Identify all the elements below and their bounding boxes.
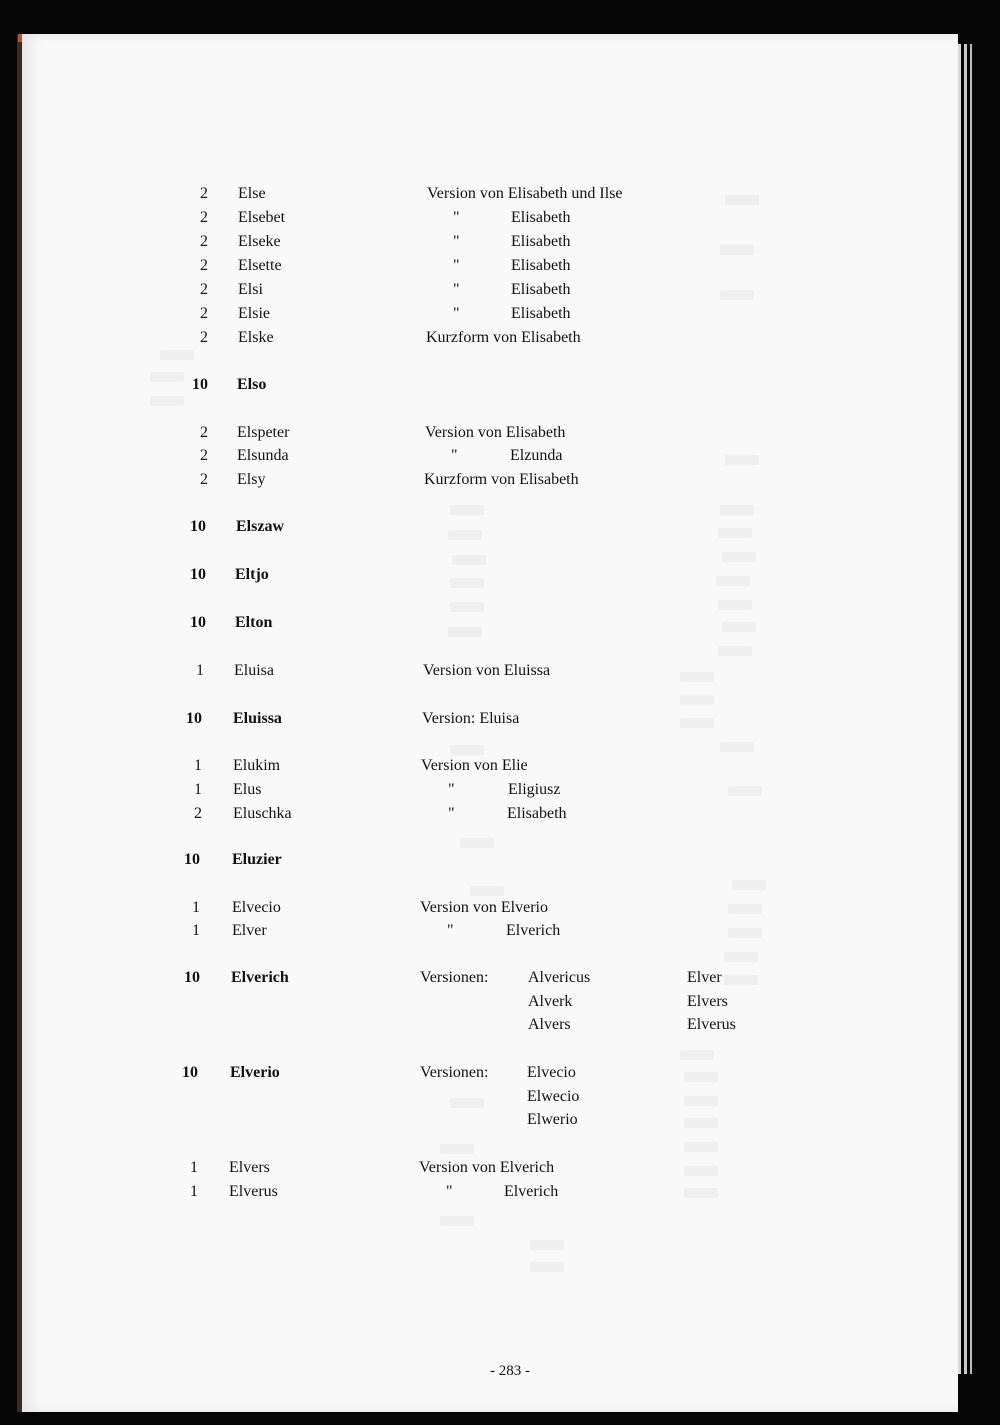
entry-number: 10 — [184, 969, 200, 986]
version-name: Elverus — [687, 1016, 736, 1033]
version-name: Elwerio — [527, 1111, 578, 1128]
entry-row — [0, 757, 1000, 781]
entry-name: Elsie — [238, 305, 270, 322]
entry-row — [0, 471, 1000, 495]
entry-description: Versionen: — [420, 969, 489, 986]
versions-row — [0, 1016, 1000, 1040]
entry-reference: Elzunda — [510, 447, 563, 464]
entry-number: 1 — [190, 1183, 198, 1200]
version-name: Elwecio — [527, 1088, 580, 1105]
entry-number: 2 — [200, 185, 208, 202]
entry-row — [0, 424, 1000, 448]
entry-number: 2 — [200, 281, 208, 298]
entry-name: Elvers — [229, 1159, 270, 1176]
entry-number: 2 — [200, 329, 208, 346]
entry-number: 2 — [194, 805, 202, 822]
entry-number: 10 — [190, 566, 206, 583]
version-name: Alverk — [528, 993, 573, 1010]
versions-row — [0, 1064, 1000, 1088]
entry-name: Elverio — [230, 1064, 280, 1081]
entry-description: Versionen: — [420, 1064, 489, 1081]
entry-reference: Elverich — [504, 1183, 559, 1200]
entry-row — [0, 185, 1000, 209]
entry-reference: Elisabeth — [511, 305, 571, 322]
entry-row — [0, 376, 1000, 400]
entry-description: Version von Elie — [421, 757, 528, 774]
entry-row — [0, 922, 1000, 946]
entry-number: 10 — [182, 1064, 198, 1081]
entry-description: Version von Elverich — [419, 1159, 555, 1176]
entry-number: 2 — [200, 447, 208, 464]
version-name: Alvers — [528, 1016, 571, 1033]
entry-row — [0, 899, 1000, 923]
entry-name: Eluschka — [233, 805, 292, 822]
versions-row — [0, 993, 1000, 1017]
entry-number: 10 — [192, 376, 208, 393]
entry-name: Elus — [233, 781, 262, 798]
entry-row — [0, 566, 1000, 590]
entry-reference: Elisabeth — [511, 233, 571, 250]
entry-row — [0, 305, 1000, 329]
entry-name: Elsi — [238, 281, 263, 298]
entry-name: Eluzier — [232, 851, 282, 868]
entry-name: Elverich — [231, 969, 289, 986]
entry-number: 2 — [200, 424, 208, 441]
entry-name: Else — [238, 185, 266, 202]
entry-description: Version von Elverio — [420, 899, 548, 916]
entry-number: 10 — [186, 710, 202, 727]
entry-row — [0, 1159, 1000, 1183]
entry-number: 10 — [184, 851, 200, 868]
entry-row — [0, 518, 1000, 542]
ditto-mark: " — [453, 305, 460, 322]
entry-reference: Elisabeth — [511, 281, 571, 298]
entry-row — [0, 329, 1000, 353]
entry-reference: Elisabeth — [511, 257, 571, 274]
entry-reference: Elisabeth — [511, 209, 571, 226]
entry-reference: Eligiusz — [508, 781, 561, 798]
version-name: Elvecio — [527, 1064, 576, 1081]
entry-row — [0, 1183, 1000, 1207]
entry-description: Kurzform von Elisabeth — [426, 329, 581, 346]
ditto-mark: " — [451, 447, 458, 464]
entry-name: Elspeter — [237, 424, 290, 441]
entry-row — [0, 447, 1000, 471]
entry-name: Eluisa — [234, 662, 274, 679]
entry-number: 1 — [194, 757, 202, 774]
entry-reference: Elisabeth — [507, 805, 567, 822]
version-name: Alvericus — [528, 969, 591, 986]
entry-name: Elverus — [229, 1183, 278, 1200]
entry-description: Kurzform von Elisabeth — [424, 471, 579, 488]
ditto-mark: " — [453, 209, 460, 226]
entry-reference: Elverich — [506, 922, 561, 939]
ditto-mark: " — [448, 781, 455, 798]
entry-row — [0, 257, 1000, 281]
entry-row — [0, 209, 1000, 233]
entry-description: Version von Elisabeth — [425, 424, 566, 441]
entry-row — [0, 281, 1000, 305]
entry-number: 2 — [200, 257, 208, 274]
entry-number: 1 — [190, 1159, 198, 1176]
entry-row — [0, 662, 1000, 686]
entry-row — [0, 781, 1000, 805]
entry-name: Eltjo — [235, 566, 269, 583]
entry-description: Version von Elisabeth und Ilse — [427, 185, 623, 202]
entry-row — [0, 614, 1000, 638]
entry-description: Version von Eluissa — [423, 662, 551, 679]
versions-row — [0, 1088, 1000, 1112]
entry-name: Elsunda — [237, 447, 289, 464]
entry-name: Elsette — [238, 257, 282, 274]
entry-number: 10 — [190, 518, 206, 535]
versions-row — [0, 1111, 1000, 1135]
entry-number: 2 — [200, 233, 208, 250]
entry-row — [0, 851, 1000, 875]
entry-name: Elvecio — [232, 899, 281, 916]
ditto-mark: " — [453, 233, 460, 250]
entry-row — [0, 710, 1000, 734]
entry-name: Elszaw — [236, 518, 284, 535]
entry-name: Elukim — [233, 757, 281, 774]
entry-number: 2 — [200, 471, 208, 488]
ditto-mark: " — [448, 805, 455, 822]
entry-name: Elton — [235, 614, 273, 631]
entry-number: 2 — [200, 305, 208, 322]
entry-row — [0, 805, 1000, 829]
entry-name: Elseke — [238, 233, 281, 250]
ditto-mark: " — [453, 281, 460, 298]
entry-number: 10 — [190, 614, 206, 631]
entry-description: Version: Eluisa — [422, 710, 520, 727]
page-number: - 283 - — [490, 1363, 530, 1379]
entry-number: 2 — [200, 209, 208, 226]
entry-number: 1 — [194, 781, 202, 798]
ditto-mark: " — [446, 1183, 453, 1200]
entry-number: 1 — [192, 922, 200, 939]
versions-row — [0, 969, 1000, 993]
entry-name: Elver — [232, 922, 267, 939]
entry-number: 1 — [196, 662, 204, 679]
entry-number: 1 — [192, 899, 200, 916]
entry-name: Elske — [238, 329, 274, 346]
entry-name: Elsy — [237, 471, 266, 488]
entry-row — [0, 233, 1000, 257]
version-name: Elvers — [687, 993, 728, 1010]
entry-name: Elsebet — [238, 209, 286, 226]
entry-name: Eluissa — [233, 710, 282, 727]
version-name: Elver — [687, 969, 722, 986]
entry-name: Elso — [237, 376, 267, 393]
ditto-mark: " — [447, 922, 454, 939]
ditto-mark: " — [453, 257, 460, 274]
